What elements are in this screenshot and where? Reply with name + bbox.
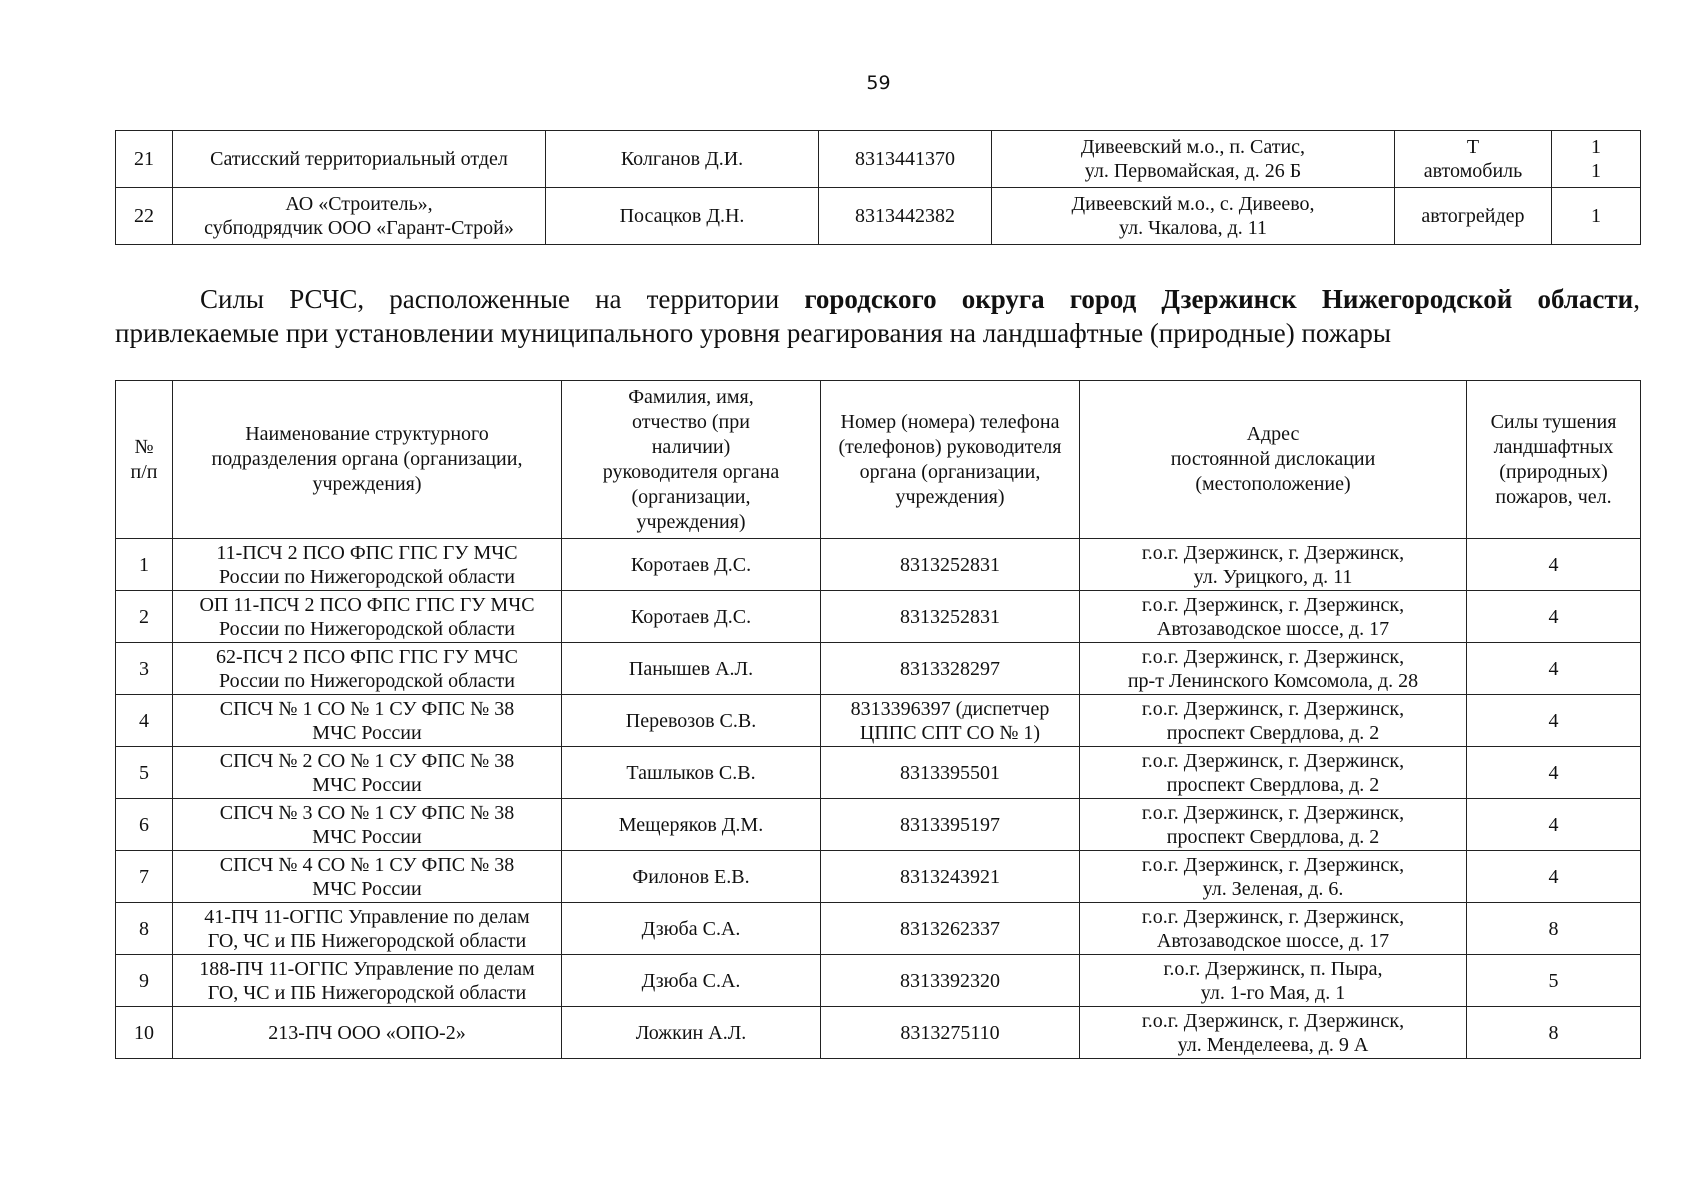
table-row — [116, 131, 1641, 188]
row-number: 21 — [116, 131, 173, 188]
row-number: 22 — [116, 188, 173, 245]
head-name: Филонов Е.В. — [562, 851, 821, 903]
phone-number: 8313328297 — [821, 643, 1080, 695]
phone-number: 8313262337 — [821, 903, 1080, 955]
address: г.о.г. Дзержинск, п. Пыра, ул. 1-го Мая, д. 1 — [1080, 955, 1467, 1007]
forces-count: 4 — [1467, 539, 1641, 591]
head-name: Перевозов С.В. — [562, 695, 821, 747]
address: г.о.г. Дзержинск, г. Дзержинск, проспект Свердлова, д. 2 — [1080, 747, 1467, 799]
head-name: Ложкин А.Л. — [562, 1007, 821, 1059]
row-number: 10 — [116, 1007, 173, 1059]
head-name: Ташлыков С.В. — [562, 747, 821, 799]
organization-name: СПСЧ № 4 СО № 1 СУ ФПС № 38 МЧС России — [173, 851, 562, 903]
head-name: Колганов Д.И. — [546, 131, 819, 188]
address: г.о.г. Дзержинск, г. Дзержинск, ул. Урицкого, д. 11 — [1080, 539, 1467, 591]
forces-count: 4 — [1467, 591, 1641, 643]
organization-name: 188-ПЧ 11-ОГПС Управление по делам ГО, ЧС и ПБ Нижегородской области — [173, 955, 562, 1007]
section-heading: Силы РСЧС, расположенные на территории городского округа город Дзержинск Нижегородской области, привлекаемые при установлении муниципального уровня реагирования на ландшафтные (природные) пожары — [115, 284, 1640, 348]
phone-number: 8313243921 — [821, 851, 1080, 903]
address: г.о.г. Дзержинск, г. Дзержинск, Автозаводское шоссе, д. 17 — [1080, 903, 1467, 955]
equipment: автогрейдер — [1395, 188, 1552, 245]
address: г.о.г. Дзержинск, г. Дзержинск, Автозаводское шоссе, д. 17 — [1080, 591, 1467, 643]
continued-table — [115, 130, 1641, 245]
forces-count: 8 — [1467, 903, 1641, 955]
table-row — [116, 188, 1641, 245]
address: г.о.г. Дзержинск, г. Дзержинск, проспект Свердлова, д. 2 — [1080, 695, 1467, 747]
table-row — [116, 851, 1641, 903]
row-number: 9 — [116, 955, 173, 1007]
row-number: 2 — [116, 591, 173, 643]
column-phone: Номер (номера) телефона (телефонов) руководителя органа (организации, учреждения) — [821, 381, 1080, 539]
organization-name: 41-ПЧ 11-ОГПС Управление по делам ГО, ЧС и ПБ Нижегородской области — [173, 903, 562, 955]
organization-name: Сатисский территориальный отдел — [173, 131, 546, 188]
head-name: Коротаев Д.С. — [562, 539, 821, 591]
organization-name: ОП 11-ПСЧ 2 ПСО ФПС ГПС ГУ МЧС России по Нижегородской области — [173, 591, 562, 643]
address: Дивеевский м.о., п. Сатис, ул. Первомайская, д. 26 Б — [992, 131, 1395, 188]
count: 1 1 — [1552, 131, 1641, 188]
forces-table — [115, 380, 1641, 1059]
table-row — [116, 695, 1641, 747]
table-row — [116, 955, 1641, 1007]
table-row — [116, 747, 1641, 799]
phone-number: 8313392320 — [821, 955, 1080, 1007]
organization-name: 213-ПЧ ООО «ОПО-2» — [173, 1007, 562, 1059]
phone-number: 8313252831 — [821, 591, 1080, 643]
organization-name: СПСЧ № 1 СО № 1 СУ ФПС № 38 МЧС России — [173, 695, 562, 747]
head-name: Коротаев Д.С. — [562, 591, 821, 643]
head-name: Дзюба С.А. — [562, 955, 821, 1007]
organization-name: 62-ПСЧ 2 ПСО ФПС ГПС ГУ МЧС России по Нижегородской области — [173, 643, 562, 695]
table-row — [116, 643, 1641, 695]
page-number: 59 — [866, 72, 891, 94]
table-row — [116, 1007, 1641, 1059]
row-number: 3 — [116, 643, 173, 695]
address: г.о.г. Дзержинск, г. Дзержинск, пр-т Ленинского Комсомола, д. 28 — [1080, 643, 1467, 695]
forces-count: 4 — [1467, 695, 1641, 747]
address: г.о.г. Дзержинск, г. Дзержинск, ул. Менделеева, д. 9 А — [1080, 1007, 1467, 1059]
table-row — [116, 591, 1641, 643]
forces-count: 5 — [1467, 955, 1641, 1007]
row-number: 5 — [116, 747, 173, 799]
address: Дивеевский м.о., с. Дивеево, ул. Чкалова, д. 11 — [992, 188, 1395, 245]
head-name: Мещеряков Д.М. — [562, 799, 821, 851]
forces-count: 8 — [1467, 1007, 1641, 1059]
organization-name: СПСЧ № 3 СО № 1 СУ ФПС № 38 МЧС России — [173, 799, 562, 851]
forces-count: 4 — [1467, 851, 1641, 903]
row-number: 8 — [116, 903, 173, 955]
phone-number: 8313441370 — [819, 131, 992, 188]
column-head: Фамилия, имя, отчество (при наличии) руководителя органа (организации, учреждения) — [562, 381, 821, 539]
row-number: 1 — [116, 539, 173, 591]
address: г.о.г. Дзержинск, г. Дзержинск, проспект Свердлова, д. 2 — [1080, 799, 1467, 851]
phone-number: 8313252831 — [821, 539, 1080, 591]
forces-count: 4 — [1467, 799, 1641, 851]
phone-number: 8313395501 — [821, 747, 1080, 799]
phone-number: 8313442382 — [819, 188, 992, 245]
phone-number: 8313396397 (диспетчер ЦППС СПТ СО № 1) — [821, 695, 1080, 747]
row-number: 7 — [116, 851, 173, 903]
forces-count: 4 — [1467, 747, 1641, 799]
row-number: 4 — [116, 695, 173, 747]
phone-number: 8313395197 — [821, 799, 1080, 851]
table-row — [116, 539, 1641, 591]
equipment: Т автомобиль — [1395, 131, 1552, 188]
column-address: Адрес постоянной дислокации (местоположение) — [1080, 381, 1467, 539]
column-number: № п/п — [116, 381, 173, 539]
address: г.о.г. Дзержинск, г. Дзержинск, ул. Зеленая, д. 6. — [1080, 851, 1467, 903]
heading-bold: городского округа город Дзержинск Нижегородской области — [804, 284, 1634, 314]
column-organization: Наименование структурного подразделения органа (организации, учреждения) — [173, 381, 562, 539]
table-header-row — [116, 381, 1641, 539]
head-name: Панышев А.Л. — [562, 643, 821, 695]
count: 1 — [1552, 188, 1641, 245]
row-number: 6 — [116, 799, 173, 851]
head-name: Посацков Д.Н. — [546, 188, 819, 245]
table-row — [116, 799, 1641, 851]
phone-number: 8313275110 — [821, 1007, 1080, 1059]
organization-name: 11-ПСЧ 2 ПСО ФПС ГПС ГУ МЧС России по Нижегородской области — [173, 539, 562, 591]
column-forces: Силы тушения ландшафтных (природных) пожаров, чел. — [1467, 381, 1641, 539]
organization-name: АО «Строитель», субподрядчик ООО «Гарант-Строй» — [173, 188, 546, 245]
organization-name: СПСЧ № 2 СО № 1 СУ ФПС № 38 МЧС России — [173, 747, 562, 799]
head-name: Дзюба С.А. — [562, 903, 821, 955]
forces-count: 4 — [1467, 643, 1641, 695]
table-row — [116, 903, 1641, 955]
